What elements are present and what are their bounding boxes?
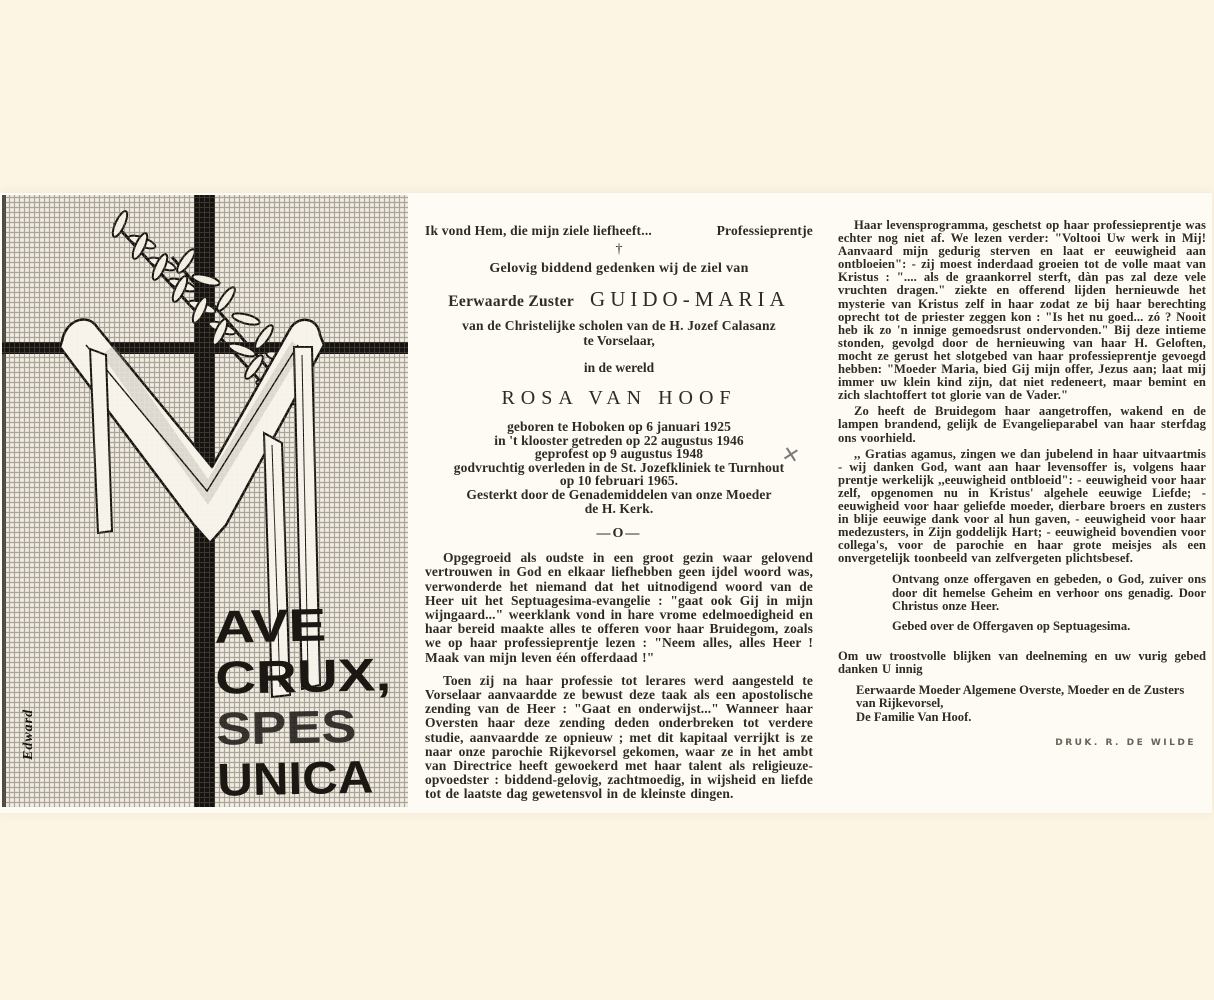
thanks-intro: Om uw troostvolle blijken van deelneming en uw vurig gebed danken U innig [838, 649, 1206, 677]
eulogy-paragraph: ,, Gratias agamus, zingen we dan jubelend in haar uitvaartmis - wij danken God, want aan haar levensoffer is, volgens haar prentje werkelijk ,,eeuwigheid ontbloeid": - eeuwigheid voor haar zelf, opgenomen nu in Kristus' algehele eeuwige Liefde; - eeuwigheid voor haar geliefde moeder, dierbare broers en zusters in blije eeuwige dank voor al hun gaven, - eeuwigheid voor haar medezusters, in Zijn goddelijk Hart; - eeuwigheid bovendien voor collega's, voor de parochie en haar grote meisjes als een onvergetelijk toonbeeld van zelfvergeten plichtsbesef. [838, 446, 1206, 566]
eulogy-paragraph: Zo heeft de Bruidegom haar aangetroffen, wakend en de lampen brandend, gelijk de Evangelieparabel van haar sterfdag ons voorhield. [838, 404, 1206, 445]
vitae-line: geprofest op 9 augustus 1948 [534, 446, 704, 462]
religious-name: GUIDO-MARIA [590, 287, 790, 311]
intro-line: Gelovig biddend gedenken wij de ziel van [489, 261, 749, 276]
motto-line-unica: UNICA [216, 750, 364, 806]
section-divider: —O— [596, 526, 642, 542]
cross-drape-illustration [2, 195, 408, 807]
vitae-line: geboren te Hoboken op 6 januari 1925 [507, 419, 731, 434]
printer-credit: DRUK. R. DE WILDE [1055, 738, 1196, 749]
congregation-line-1: van de Christelijke scholen van de H. Jozef Calasanz [462, 318, 776, 333]
vitae-block [425, 420, 813, 515]
epigraph-quote: Ik vond Hem, die mijn ziele liefheeft... [425, 223, 652, 238]
biography-paragraph: Opgegroeid als oudste in een groot gezin waar gelovend vertrouwen in God en elkaar liefhebben geen ijdel woord was, verwonderde het niemand dat het uitnodigend woord van de Heer uit het Septuagesima-evangelie : "gaat ook Gij in mijn wijngaard..." weerklank vond in hare vrome edelmoedigheid en haar bereid maakte alles te offeren voor haar Bruidegom, zoals we op haar professieprentje lezen : "Neem alles, alles Heer ! Maak van mijn leven één offerdaad !" [425, 550, 813, 665]
vitae-line: op 10 februari 1965. [559, 473, 679, 489]
birth-name: ROSA VAN HOOF [501, 387, 737, 409]
world-line: in de wereld [583, 360, 655, 375]
middle-panel [425, 223, 813, 802]
prayer-source: Gebed over de Offergaven op Septuagesima. [892, 619, 1131, 634]
vitae-line: godvruchtig overleden in de St. Jozefkliniek te Turnhout [453, 459, 785, 475]
vitae-line: Gesterkt door de Genademiddelen van onze Moeder [466, 486, 772, 502]
epigraph-row [425, 223, 813, 239]
vitae-line: de H. Kerk. [584, 500, 654, 516]
dagger-cross-symbol: † [615, 242, 623, 257]
motto-line-spes: SPES [215, 700, 340, 755]
card-type-label: Professieprentje [716, 223, 813, 238]
thanks-names: Eerwaarde Moeder Algemene Overste, Moeder en de Zusters van Rijkevorsel, [856, 682, 1185, 711]
pencil-x-mark: ✕ [779, 441, 802, 469]
religious-name-row [425, 287, 813, 312]
artist-signature: Edward [21, 708, 36, 760]
eulogy-paragraph: Haar levensprogramma, geschetst op haar professieprentje was echter nog niet af. We lezen verder: "Voltooi Uw werk in Mij! Aanvaard mijn gedurig sterven en laat er eeuwigheid aan ontbloeien": - zij moest inderdaad groeien tot de volle maat van Kristus : ".... als de graankorrel sterft, dàn pas zal deze vele vruchten dragen." ziekte en offerend lijden hernieuwde het mysterie van Kristus zelf in haar zodat ze bij haar berechting oprecht tot de priester zeggen kon : "Is het nu goed... zó ? Nooit heb ik zo 'n innige gemoedsrust ondervonden." Bij deze intieme stonden, gevolgd door de hernieuwing van haar H. Geloften, mocht ze gerust het slotgebed van haar professieprentje gevoegd hebben: "Moeder Maria, bied Gij mijn offer, Jezus aan; laat mij immer uw klein kind zijn, dat niet redeneert, maar bemint en zich slachtoffert tot glorie van de Vader." [838, 218, 1206, 403]
family-line: De Familie Van Hoof. [856, 709, 972, 724]
right-panel [838, 219, 1206, 748]
offertory-prayer: Ontvang onze offergaven en gebeden, o God, zuiver ons door dit hemelse Geheim en verhoor ons genadig. Door Christus onze Heer. [892, 572, 1206, 613]
card-paper [0, 193, 1212, 813]
vitae-line: in 't klooster getreden op 22 augustus 1946 [494, 432, 744, 448]
motto-line-ave: AVE [213, 598, 306, 653]
motto-line-crux: CRUX, [214, 648, 359, 704]
biography-paragraph: Toen zij na haar professie tot lerares werd aangesteld te Vorselaar aanvaardde ze bewust deze taak als een apostolische zending van de Heer : "Gaat en onderwijst..." Wanneer haar Oversten haar deze zending deden onderbreken tot verdere studie, aanvaardde ze opnieuw ; met dit kapitaal verrijkt is ze naar onze parochie Rijkevorsel gekomen, waar ze in het ambt van Directrice heeft gewoekerd met haar talent als religieuze-opvoedster : biddend-gelovig, zachtmoedig, in wijsheid en liefde tot de laatste dag gewetensvol in de kleinste dingen. [425, 672, 813, 802]
congregation-line-2: te Vorselaar, [583, 332, 655, 348]
title-prefix: Eerwaarde Zuster [448, 293, 575, 310]
